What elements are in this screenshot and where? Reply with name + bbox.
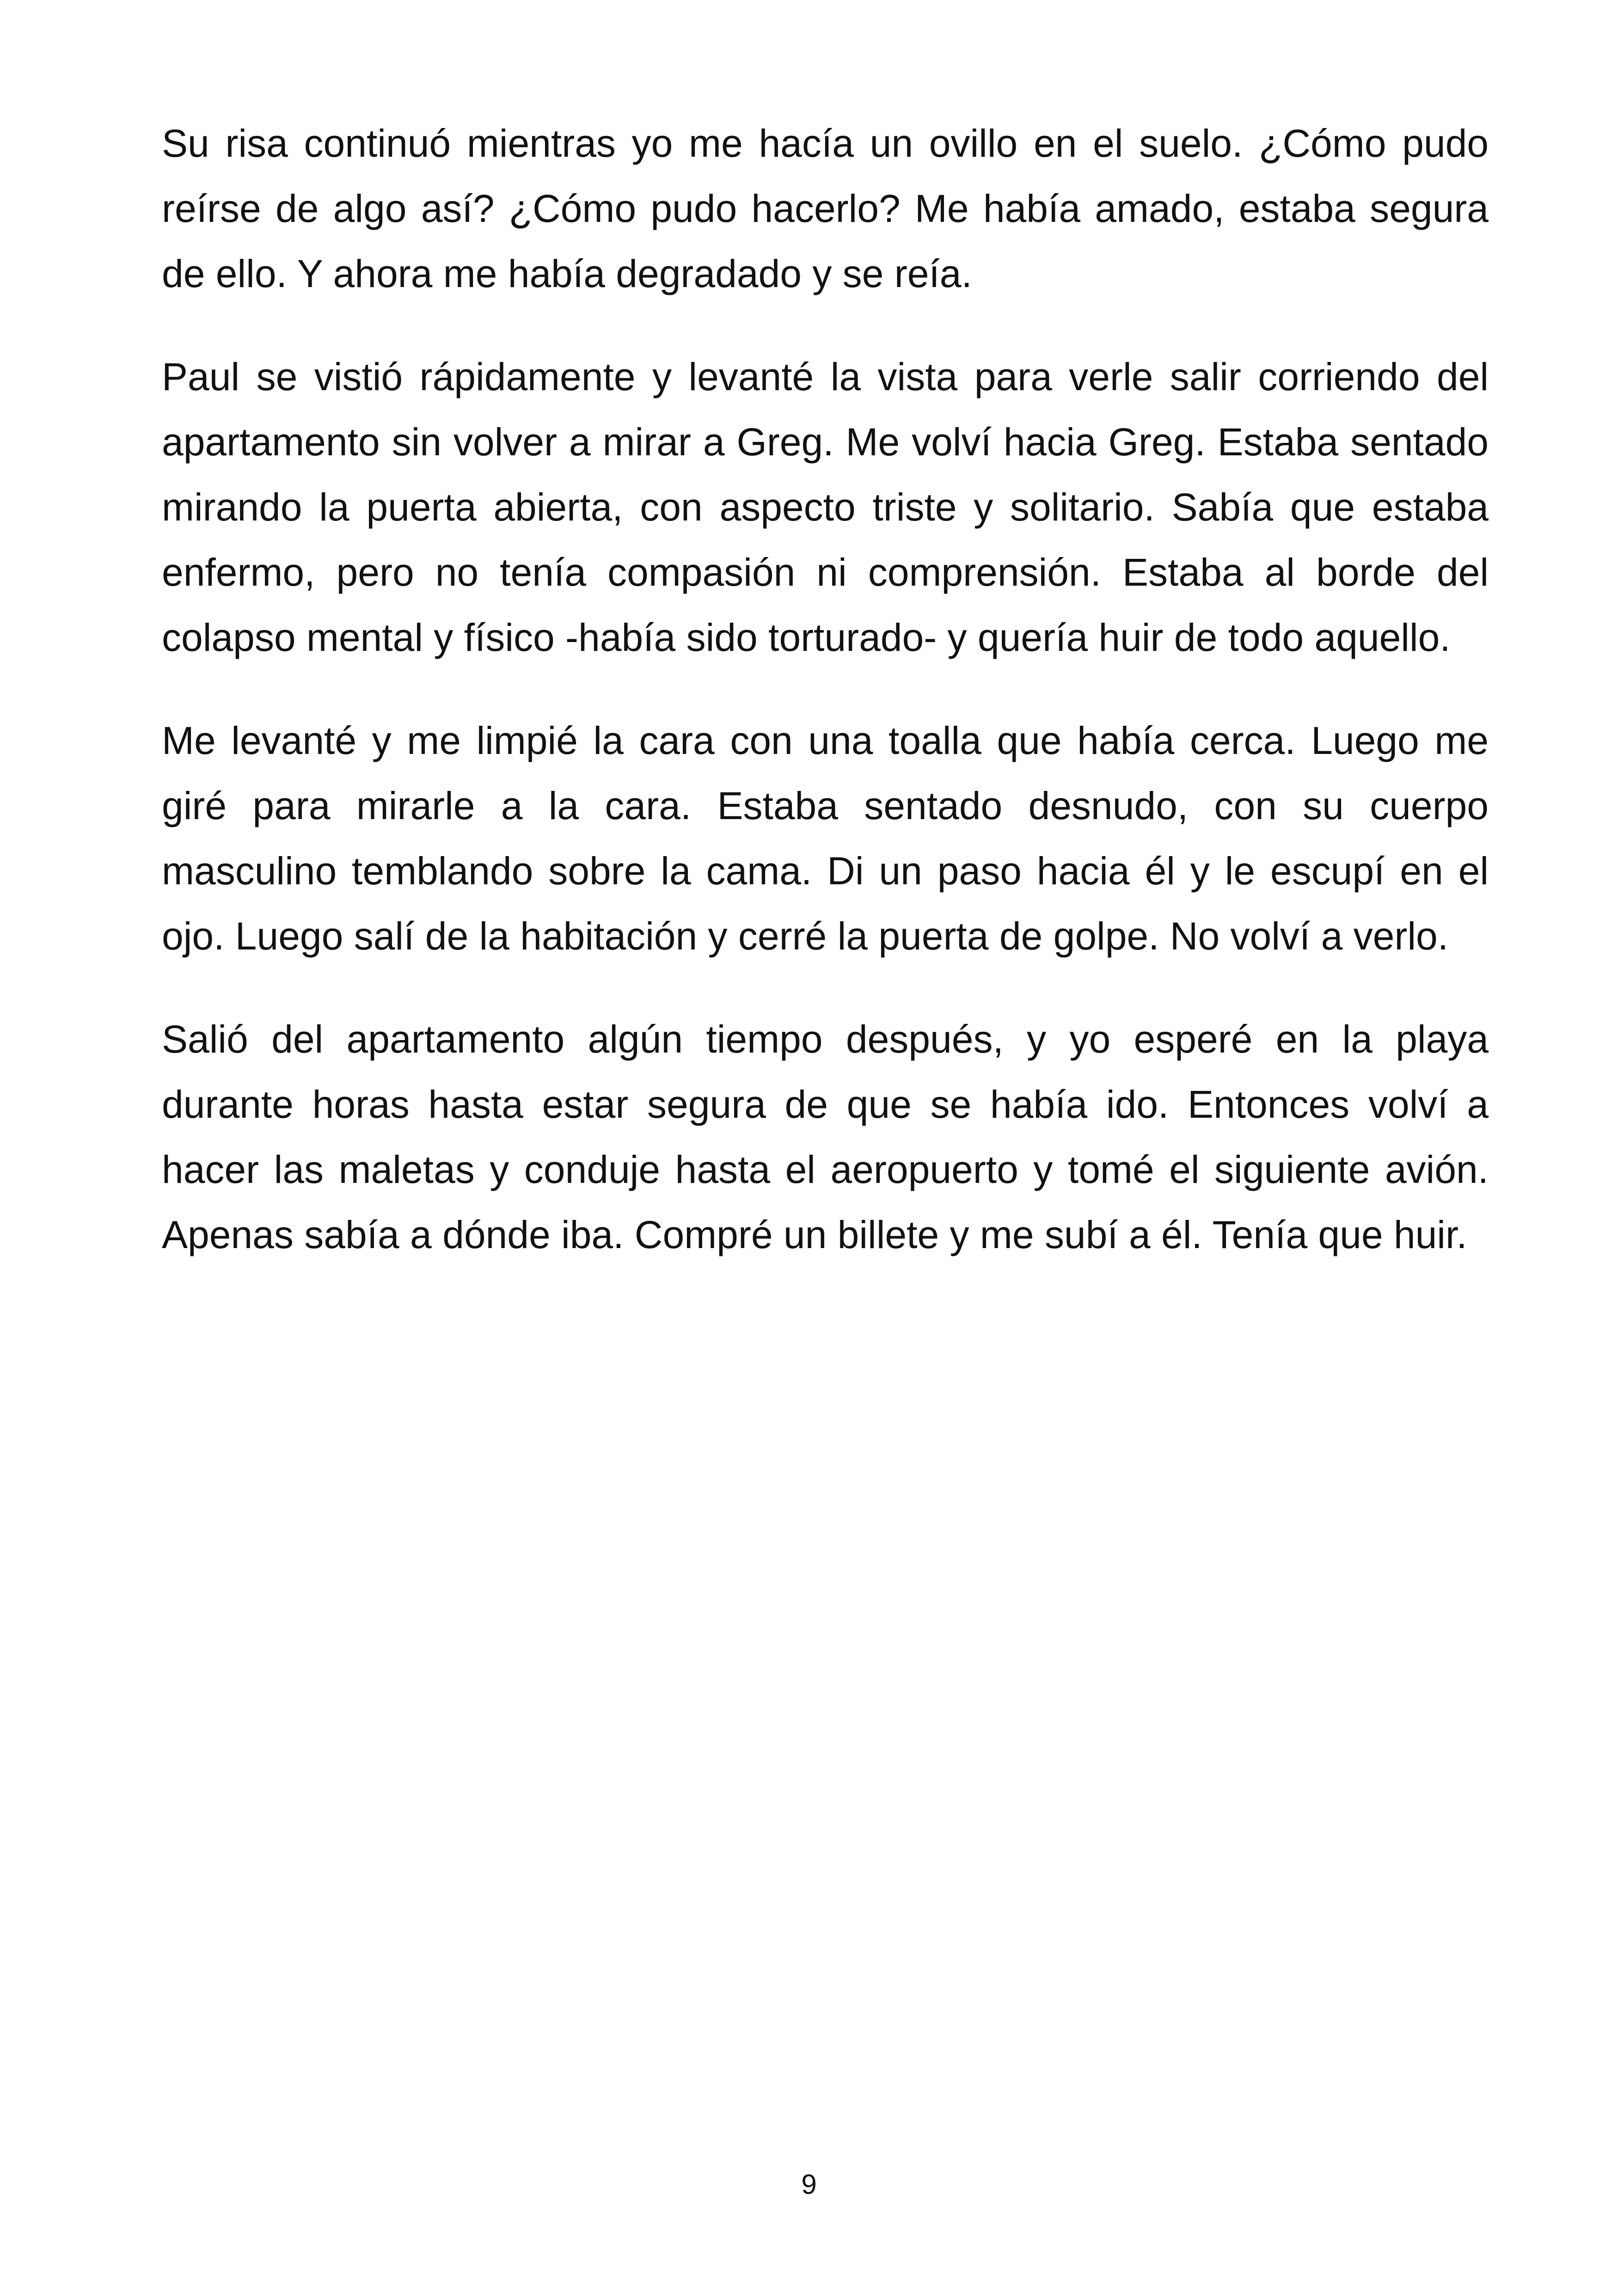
paragraph-3: Me levanté y me limpié la cara con una toalla que había cerca. Luego me giré para mirarle a la cara. Estaba sentado desnudo, con su cuerpo masculino temblando sobre la cama. Di un paso hacia él y le escupí en el ojo. Luego salí de la habitación y cerré la puerta de golpe. No volví a verlo. [162,719,1489,958]
body-text [162,111,1489,1305]
page-number: 9 [801,2169,817,2200]
paragraph-2: Paul se vistió rápidamente y levanté la vista para verle salir corriendo del apartamento sin volver a mirar a Greg. Me volví hacia Greg. Estaba sentado mirando la puerta abierta, con aspecto triste y solitario. Sabía que estaba enfermo, pero no tenía compasión ni comprensión. Estaba al borde del colapso mental y físico -había sido torturado- y quería huir de todo aquello. [162,355,1489,659]
paragraph-1: Su risa continuó mientras yo me hacía un ovillo en el suelo. ¿Cómo pudo reírse de algo así? ¿Cómo pudo hacerlo? Me había amado, estaba segura de ello. Y ahora me había degradado y se reía. [162,122,1489,295]
paragraph-4: Salió del apartamento algún tiempo después, y yo esperé en la playa durante horas hasta estar segura de que se había ido. Entonces volví a hacer las maletas y conduje hasta el aeropuerto y tomé el siguiente avión. Apenas sabía a dónde iba. Compré un billete y me subí a él. Tenía que huir. [162,1017,1489,1256]
